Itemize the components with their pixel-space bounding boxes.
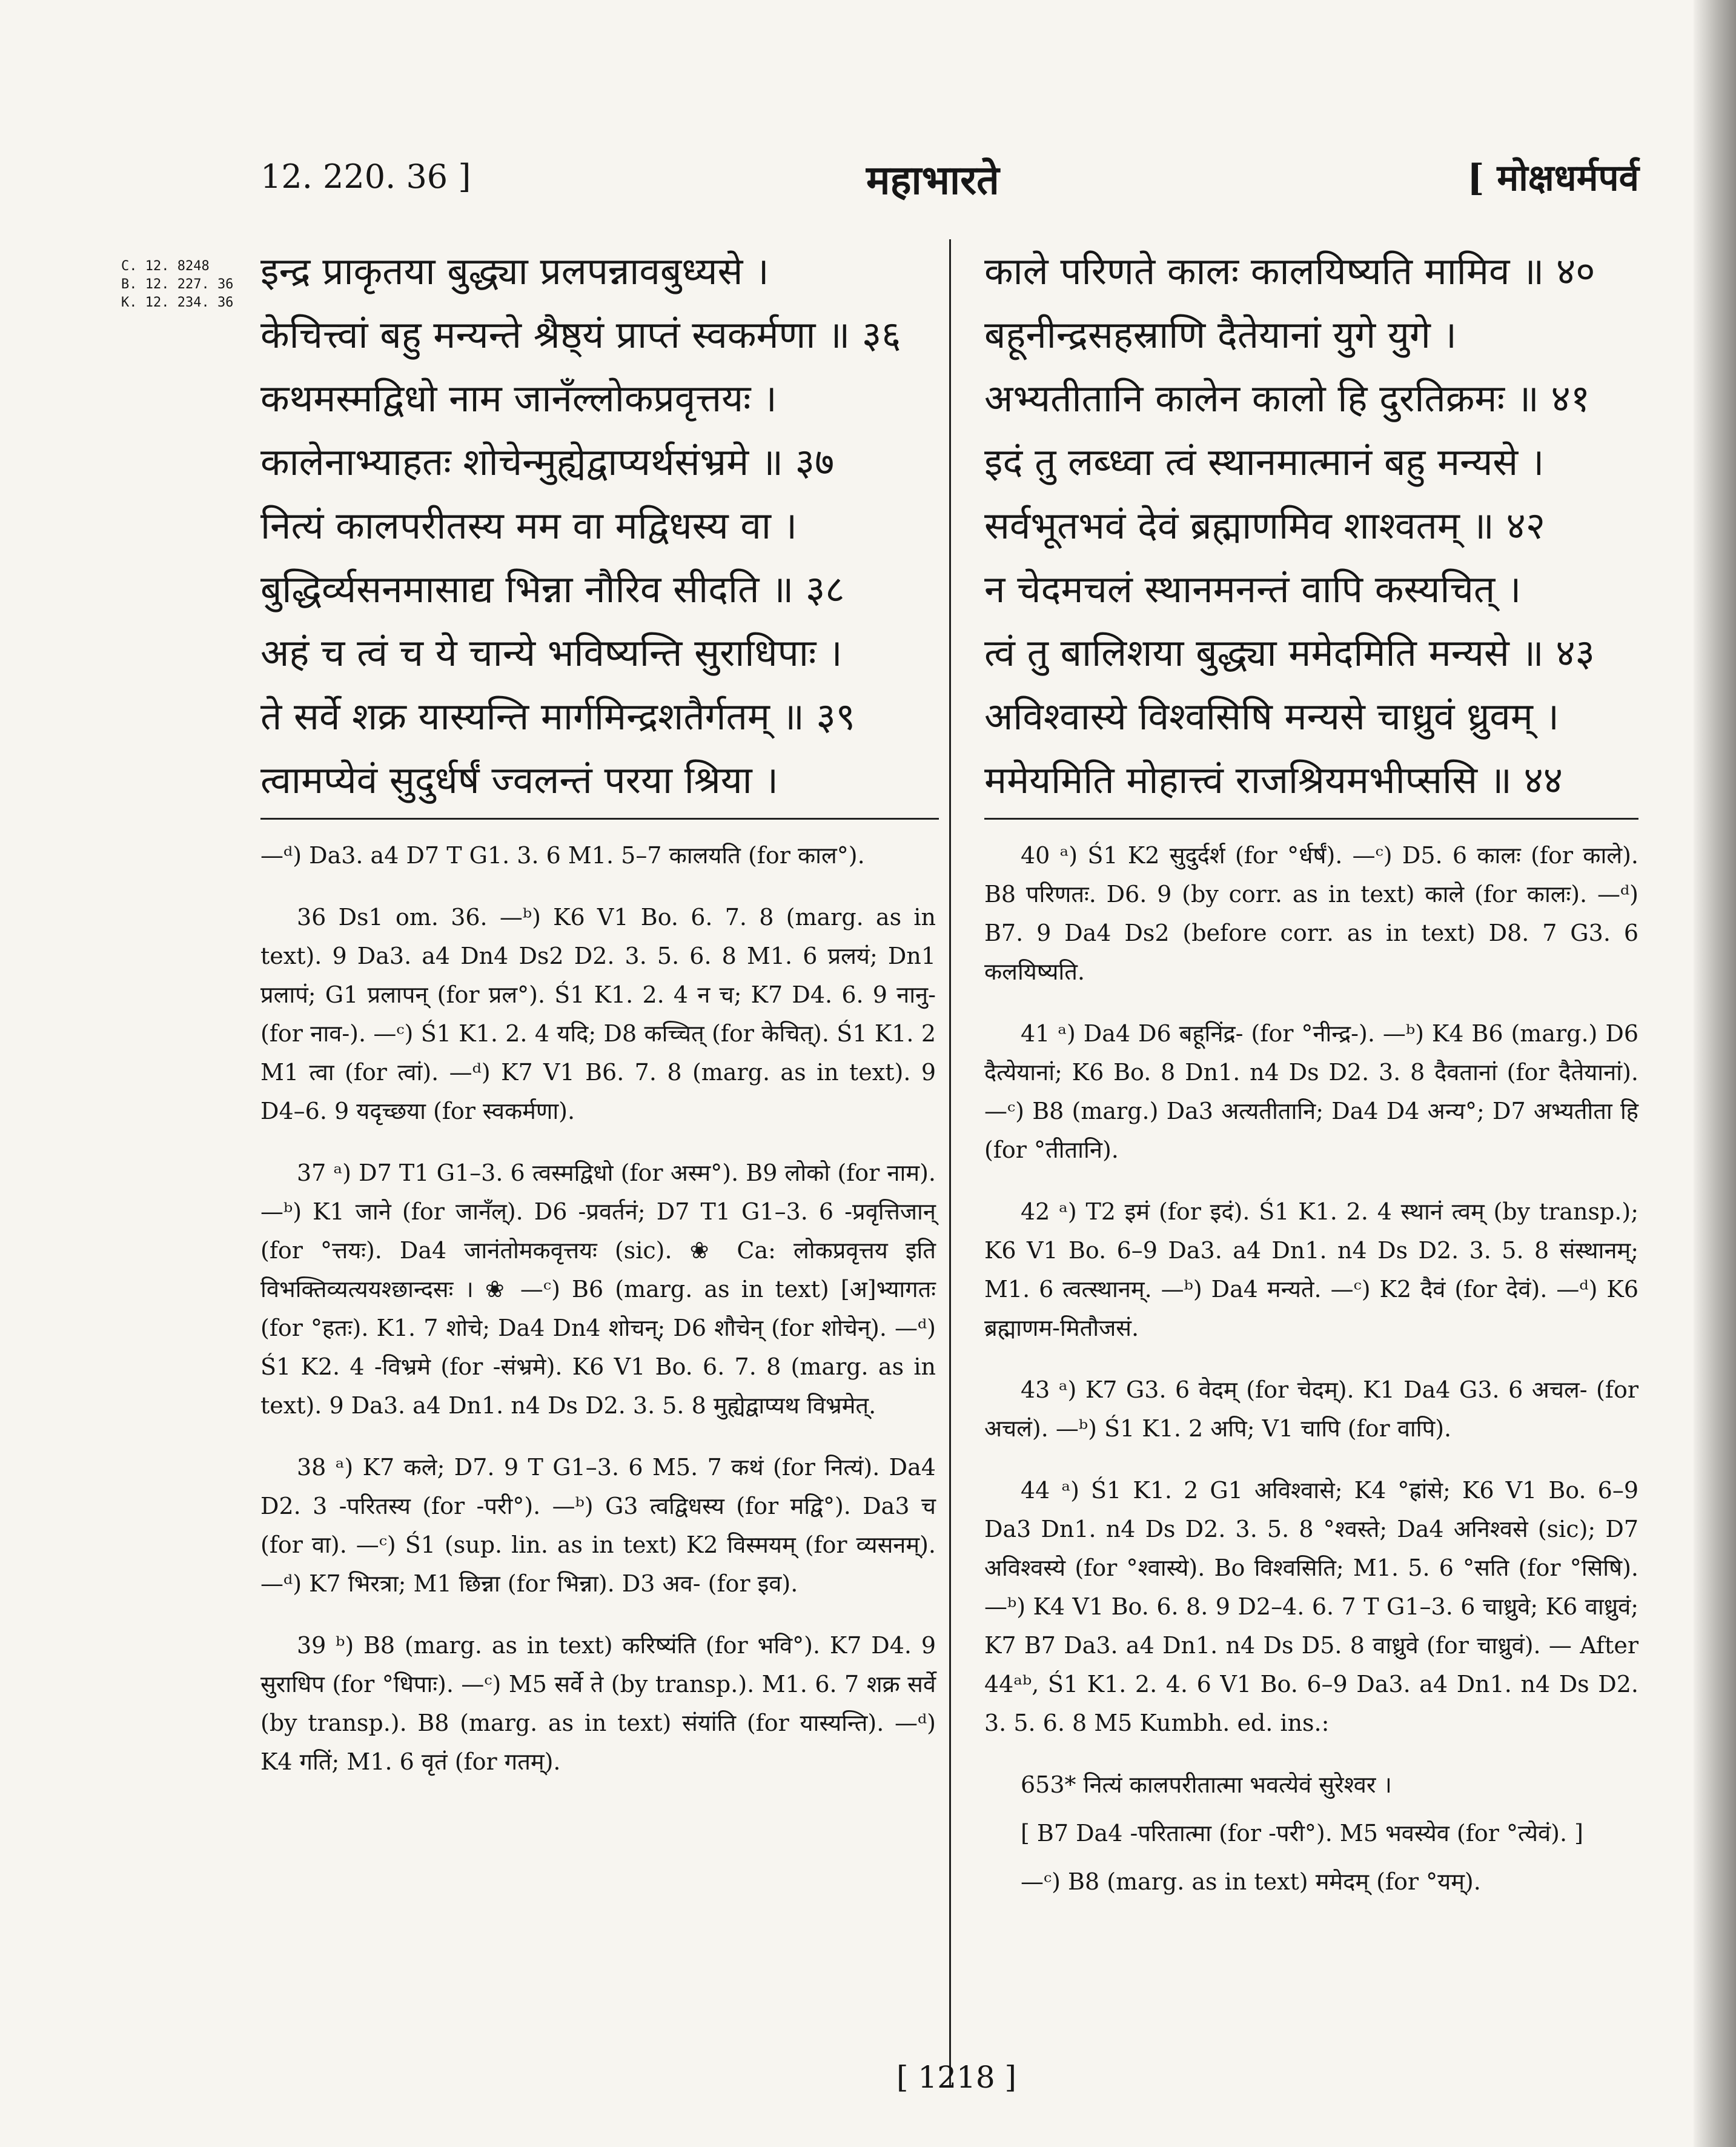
margin-ref: C. 12. 8248 [121, 259, 210, 274]
verse-column-left [260, 239, 939, 815]
verse-line: त्वामप्येवं सुदुर्धर्षं ज्वलन्तं परया श्रिया । [260, 758, 778, 802]
verse-reference: 12. 220. 36 ] [260, 158, 471, 196]
verse-line: इदं तु लब्ध्वा त्वं स्थानमात्मानं बहु मन्यसे । [984, 440, 1545, 484]
verse-line: अविश्वास्ये विश्वसिषि मन्यसे चाध्रुवं ध्रुवम् । [984, 694, 1560, 738]
verse-line: न चेदमचलं स्थानमनन्तं वापि कस्यचित् । [984, 567, 1522, 611]
verse-line: कालेनाभ्याहतः शोचेन्मुह्येद्वाप्यर्थसंभ्रमे ॥ ३७ [260, 440, 835, 484]
insertion-note [984, 1765, 1638, 1901]
final-note: —ᶜ) B8 (marg. as in text) ममेदम् (for °यम्). [1021, 1868, 1481, 1895]
page-edge-shadow [1694, 0, 1736, 2147]
book-title: महाभारते [866, 156, 999, 204]
margin-ref: B. 12. 227. 36 [121, 277, 234, 292]
verse-notes-divider-left [260, 818, 939, 820]
verse-notes-divider-right [984, 818, 1638, 820]
critical-notes-left [260, 836, 936, 1804]
verse-line: अभ्यतीतानि कालेन कालो हि दुरतिक्रमः ॥ ४१ [984, 376, 1591, 420]
critical-note: 38 ᵃ) K7 कले; D7. 9 T G1–3. 6 M5. 7 कथं (for नित्यं). Da4 D2. 3 -परितस्य (for -परी°). —ᵇ) G3 त्वद्विधस्य (for मद्वि°). Da3 च (for वा). —ᶜ) Ś1 (sup. lin. as in text) K2 विस्मयम् (for व्यसनम्). —ᵈ) K7 भिरत्रा; M1 छिन्ना (for भिन्ना). D3 अव- (for इव). [260, 1454, 936, 1597]
verse-line: ममेयमिति मोहात्त्वं राजश्रियमभीप्ससि ॥ ४४ [984, 758, 1563, 802]
page-header [260, 151, 1639, 212]
verse-line: केचित्त्वां बहु मन्यन्ते श्रैष्ठ्यं प्राप्तं स्वकर्मणा ॥ ३६ [260, 313, 901, 357]
critical-notes-right [984, 836, 1638, 1924]
column-divider [949, 239, 951, 2087]
critical-note: 44 ᵃ) Ś1 K1. 2 G1 अविश्वासे; K4 °ह्रांसे; K6 V1 Bo. 6–9 Da3 Dn1. n4 Ds D2. 3. 5. 8 °श्वस्ते; Da4 अनिश्वसे (sic); D7 अविश्वस्ये (for °श्वास्ये). Bo विश्वसिति; M1. 5. 6 °सति (for °सिषि). —ᵇ) K4 V1 Bo. 6. 8. 9 D2–4. 6. 7 T G1–3. 6 चाध्रुवे; K6 वाध्रुवं; K7 B7 Da3. a4 Dn1. n4 Ds D5. 8 वाध्रुवे (for चाध्रुवं). — After 44ᵃᵇ, Ś1 K1. 2. 4. 6 V1 Bo. 6–9 Da3. a4 Dn1. n4 Ds D2. 3. 5. 6. 8 M5 Kumbh. ed. ins.: [984, 1477, 1638, 1736]
critical-note: 41 ᵃ) Da4 D6 बहूनिंद्र- (for °नीन्द्र-). —ᵇ) K4 B6 (marg.) D6 दैत्येयानां; K6 Bo. 8 Dn1. n4 Ds D2. 3. 8 दैवतानां (for दैतेयानां). —ᶜ) B8 (marg.) Da3 अत्यतीतानि; Da4 D4 अन्य°; D7 अभ्यतीता हि (for °तीतानि). [984, 1020, 1638, 1163]
critical-note: 37 ᵃ) D7 T1 G1–3. 6 त्वस्मद्विधो (for अस्म°). B9 लोको (for नाम). —ᵇ) K1 जाने (for जानँल्). D6 -प्रवर्तनं; D7 T1 G1–3. 6 -प्रवृत्तिजान् (for °त्तयः). Da4 जानंतोमकवृत्तयः (sic). ❀ Ca: लोकप्रवृत्तय इति विभक्तिव्यत्ययश्छान्दसः । ❀ —ᶜ) B6 (marg. as in text) [अ]भ्यागतः (for °हतः). K1. 7 शोचे; Da4 Dn4 शोचन्; D6 शौचेन् (for शोचेन्). —ᵈ) Ś1 K2. 4 -विभ्रमे (for -संभ्रमे). K6 V1 Bo. 6. 7. 8 (marg. as in text). 9 Da3. a4 Dn1. n4 Ds D2. 3. 5. 8 मुह्येद्वाप्यथ विभ्रमेत्. [260, 1160, 936, 1419]
verse-line: ते सर्वे शक्र यास्यन्ति मार्गमिन्द्रशतैर्गतम् ॥ ३९ [260, 694, 856, 738]
critical-note: 36 Ds1 om. 36. —ᵇ) K6 V1 Bo. 6. 7. 8 (marg. as in text). 9 Da3. a4 Dn4 Ds2 D2. 3. 5. 6. 8 M1. 6 प्रलयं; Dn1 प्रलापं; G1 प्रलापन् (for प्रल°). Ś1 K1. 2. 4 न च; K7 D4. 6. 9 नानु- (for नाव-). —ᶜ) Ś1 K1. 2. 4 यदि; D8 कच्चित् (for केचित्). Ś1 K1. 2 M1 त्वा (for त्वां). —ᵈ) K7 V1 B6. 7. 8 (marg. as in text). 9 D4–6. 9 यदृच्छया (for स्वकर्मणा). [260, 904, 936, 1124]
margin-references [121, 257, 233, 312]
verse-line: त्वं तु बालिशया बुद्ध्या ममेदमिति मन्यसे ॥ ४३ [984, 631, 1595, 675]
page-number: [ 1218 ] [896, 2060, 1017, 2095]
critical-note: 39 ᵇ) B8 (marg. as in text) करिष्यंति (for भवि°). K7 D4. 9 सुराधिप (for °धिपाः). —ᶜ) M5 सर्वे ते (by transp.). M1. 6. 7 शक्र सर्वे (by transp.). B8 (marg. as in text) संयांति (for यास्यन्ति). —ᵈ) K4 गतिं; M1. 6 वृतं (for गतम्). [260, 1632, 936, 1775]
verse-line: कथमस्मद्विधो नाम जानँल्लोकप्रवृत्तयः । [260, 376, 777, 420]
verse-line: बहूनीन्द्रसहस्राणि दैतेयानां युगे युगे । [984, 313, 1457, 357]
critical-note: 42 ᵃ) T2 इमं (for इदं). Ś1 K1. 2. 4 स्थानं त्वम् (by transp.); K6 V1 Bo. 6–9 Da3. a4 Dn1. n4 Ds D2. 3. 5. 8 संस्थानम्; M1. 6 त्वत्स्थानम्. —ᵇ) Da4 मन्यते. —ᶜ) K2 दैवं (for देवं). —ᵈ) K6 ब्रह्माणम-मितौजसं. [984, 1198, 1638, 1341]
critical-note: —ᵈ) Da3. a4 D7 T G1. 3. 6 M1. 5–7 कालयति (for काल°). [260, 842, 865, 869]
insertion-variant: [ B7 Da4 -परितात्मा (for -परी°). M5 भवस्येव (for °त्येवं). ] [1021, 1820, 1583, 1847]
parvan-title: [ मोक्षधर्मपर्व [1467, 157, 1639, 199]
verse-line: बुद्धिर्व्यसनमासाद्य भिन्ना नौरिव सीदति ॥ ३८ [260, 567, 845, 611]
critical-note: 43 ᵃ) K7 G3. 6 वेदम् (for चेदम्). K1 Da4 G3. 6 अचल- (for अचलं). —ᵇ) Ś1 K1. 2 अपि; V1 चापि (for वापि). [984, 1376, 1638, 1442]
margin-ref: K. 12. 234. 36 [121, 295, 234, 310]
verse-line: इन्द्र प्राकृतया बुद्ध्या प्रलपन्नावबुध्यसे । [260, 249, 769, 293]
verse-column-right [984, 239, 1638, 815]
critical-note: 40 ᵃ) Ś1 K2 सुदुर्दर्श (for °र्धर्षं). —ᶜ) D5. 6 कालः (for काले). B8 परिणतः. D6. 9 (by corr. as in text) काले (for कालः). —ᵈ) B7. 9 Da4 Ds2 (before corr. as in text) D8. 7 G3. 6 कलयिष्यति. [984, 842, 1638, 985]
verse-line: नित्यं कालपरीतस्य मम वा मद्विधस्य वा । [260, 503, 798, 548]
verse-line: सर्वभूतभवं देवं ब्रह्माणमिव शाश्वतम् ॥ ४२ [984, 503, 1545, 548]
verse-line: अहं च त्वं च ये चान्ये भविष्यन्ति सुराधिपाः । [260, 631, 843, 675]
insertion-line: 653* नित्यं कालपरीतात्मा भवत्येवं सुरेश्वर । [1021, 1771, 1392, 1798]
verse-line: काले परिणते कालः कालयिष्यति मामिव ॥ ४० [984, 249, 1595, 293]
